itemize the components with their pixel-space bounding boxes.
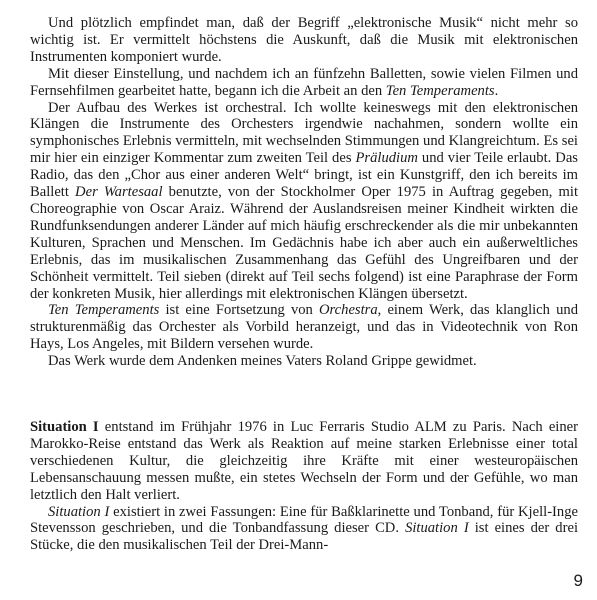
paragraph-5: Das Werk wurde dem Andenken meines Vaters Roland Grippe gewidmet.: [48, 353, 477, 370]
paragraph-7: Situation I existiert in zwei Fassungen: Eine für Baßklarinette und Tonband, für Kjell-Inge Stevensson geschrieben, und die Tonbandfassung dieser CD. Situation I ist eines der drei Stücke, die den musikalischen Teil der Drei-Mann-: [30, 503, 578, 554]
work-title-ten-temperaments: Ten Temperaments: [385, 82, 495, 99]
work-title-ten-temperaments: Ten Temperaments: [48, 302, 160, 319]
paragraph-3: Der Aufbau des Werkes ist orchestral. Ich wollte keineswegs mit den elektronischen Klängen die Instrumente des Orchesters irgendwie nachahmen, sondern wollte ein symphonisches Erlebnis vermitteln, mit wechselnden Stimmungen und Klangreichtum. Es sei mir hier ein einziger Kommentar zum zweiten Teil des Präludium und vier Teile erlaubt. Das Radio, das den „Chor aus einer anderen Welt“ bringt, ist ein Kunstgriff, den ich bereits im Ballett Der Wartesaal benutzte, von der Stockholmer Oper 1975 in Auftrag gegeben, mit Choreographie von Oscar Araiz. Während der Auslandsreisen meiner Kindheit wirkten die Rundfunksendungen anderer Länder auf mich häufig erschreckender als die mir unbekannten Kulturen, Sprachen und Menschen. Im Gedächnis habe ich aber auch ein außerweltliches Erlebnis, das im musikalischen Zusammenhang das Gefühl des Ungreifbaren und der Schönheit vermittelt. Teil sieben (direkt auf Teil sechs folgend) ist eine Paraphrase der Form der konkreten Musik, hier allerdings mit elektronischen Klängen übersetzt.: [30, 99, 578, 302]
paragraph-4: Ten Temperaments ist eine Fortsetzung von Orchestra, einem Werk, das klanglich und strukturenmäßig das Orchester als Vorbild heranzeigt, und das in Videotechnik von Ron Hays, Los Angeles, mit Bildern versehen wurde.: [30, 302, 579, 353]
text-column-upper: [30, 15, 578, 370]
text-column-lower: [30, 419, 578, 554]
work-title-situation-i: Situation I: [48, 503, 110, 520]
work-title-situation-i: Situation I: [405, 520, 469, 537]
paragraph-1: Und plötzlich empfindet man, daß der Begriff „elektronische Musik“ nicht mehr so wichtig ist. Er vermittelt höchstens die Auskunft, daß die Musik mit elektronischen Instrumenten komponiert wurde.: [30, 15, 578, 65]
paragraph-6: Situation I entstand im Frühjahr 1976 in Luc Ferraris Studio ALM zu Paris. Nach einer Marokko-Reise entstand das Werk als Reaktion auf meine starken Erlebnisse einer total verschiedenen Kultur, die gleichzeitig ihre Kräfte mit einer westeuropäischen Lebensanschauung messen mußte, ein stetes Wechseln der Form und der Gefühle, wo man letztlich den Halt verliert.: [30, 419, 578, 503]
page-number: 9: [573, 571, 583, 590]
work-title-praludium: Präludium: [355, 150, 418, 167]
section-heading-situation-i: Situation I: [30, 419, 99, 435]
paragraph-2: Mit dieser Einstellung, und nachdem ich an fünfzehn Balletten, sowie vielen Filmen und Fernsehfilmen gearbeitet hatte, begann ich die Arbeit an den Ten Temperaments.: [30, 65, 578, 99]
work-title-der-wartesaal: Der Wartesaal: [75, 184, 163, 201]
work-title-orchestra: Orchestra: [319, 302, 378, 319]
